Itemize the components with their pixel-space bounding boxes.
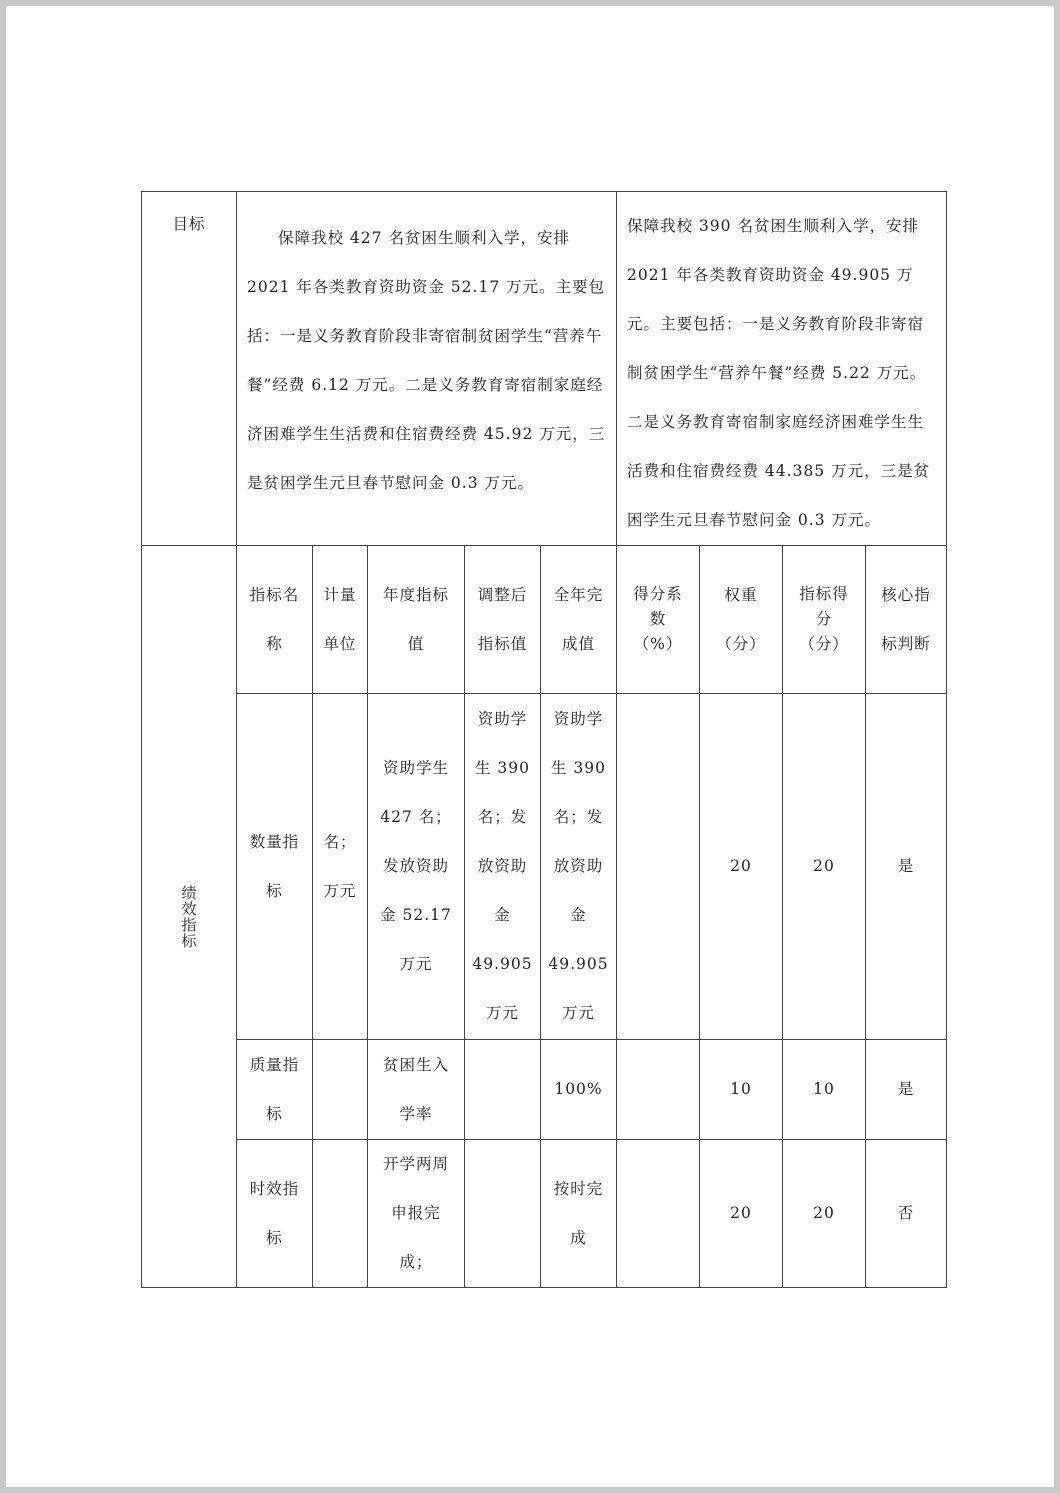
header-score-coefficient: 得分系 数 （%） <box>633 585 683 653</box>
header-adjusted-target: 调整后 指标值 <box>477 585 528 653</box>
row-completed-value: 按时完 成 <box>553 1179 604 1247</box>
header-weight: 权重 （分） <box>716 585 766 653</box>
row-indicator-score: 10 <box>813 1080 835 1098</box>
row-weight: 20 <box>730 1204 752 1222</box>
row-indicator-score: 20 <box>813 857 835 875</box>
goal-planned-text: 保障我校 427 名贫困生顺利入学，安排 2021 年各类教育资助资金 52.17 万元。主要包括：一是义务教育阶段非寄宿制贫困学生“营养午餐”经费 6.12 万元。二是义务教育寄宿制家庭经济困难学生生活费和住宿费经费 45.92 万元，三是贫困学生元旦春节慰问金 0.3 万元。 <box>237 192 617 546</box>
indicators-section-label: 绩效指标 <box>181 883 197 950</box>
row-core-judgement: 是 <box>897 1080 915 1098</box>
row-adjusted-target: 资助学 生 390 名；发 放资助 金 49.905 万元 <box>472 710 533 1022</box>
row-indicator-name: 质量指 标 <box>249 1055 300 1123</box>
row-indicator-score: 20 <box>813 1204 835 1222</box>
table-row <box>142 694 947 1040</box>
goal-label: 目标 <box>142 192 237 546</box>
table-row <box>142 1140 947 1288</box>
row-annual-target: 开学两周 申报完 成； <box>382 1155 449 1271</box>
goal-actual-text: 保障我校 390 名贫困生顺利入学，安排 2021 年各类教育资助资金 49.905 万元。主要包括：一是义务教育阶段非寄宿制贫困学生“营养午餐”经费 5.22 万元。二是义务教育寄宿制家庭经济困难学生生活费和住宿费经费 44.385 万元，三是贫困学生元旦春节慰问金 0.3 万元。 <box>617 192 947 546</box>
goal-row <box>142 192 947 546</box>
row-indicator-name: 数量指 标 <box>249 832 300 900</box>
header-unit: 计量 单位 <box>323 585 357 653</box>
row-weight: 20 <box>730 857 752 875</box>
indicators-section-label-cell <box>142 546 237 1288</box>
row-annual-target: 贫困生入 学率 <box>382 1055 449 1123</box>
row-completed-value: 资助学 生 390 名；发 放资助 金 49.905 万元 <box>548 710 609 1022</box>
performance-goal-table <box>141 191 947 1288</box>
row-core-judgement: 否 <box>897 1204 915 1222</box>
header-indicator-score: 指标得 分 （分） <box>799 585 849 653</box>
row-unit: 名； 万元 <box>323 832 357 900</box>
row-annual-target: 资助学生 427 名； 发放资助 金 52.17 万元 <box>380 759 452 973</box>
header-core-indicator: 核心指 标判断 <box>881 585 931 653</box>
header-completed-value: 全年完 成值 <box>553 585 604 653</box>
indicator-header-row <box>142 546 947 694</box>
header-annual-target: 年度指标 值 <box>382 585 449 653</box>
row-weight: 10 <box>730 1080 752 1098</box>
table-row <box>142 1040 947 1140</box>
row-core-judgement: 是 <box>897 857 915 875</box>
header-indicator-name: 指标名 称 <box>249 585 300 653</box>
document-page <box>6 6 1054 1487</box>
row-indicator-name: 时效指 标 <box>249 1179 300 1247</box>
row-completed-value: 100% <box>554 1080 603 1098</box>
